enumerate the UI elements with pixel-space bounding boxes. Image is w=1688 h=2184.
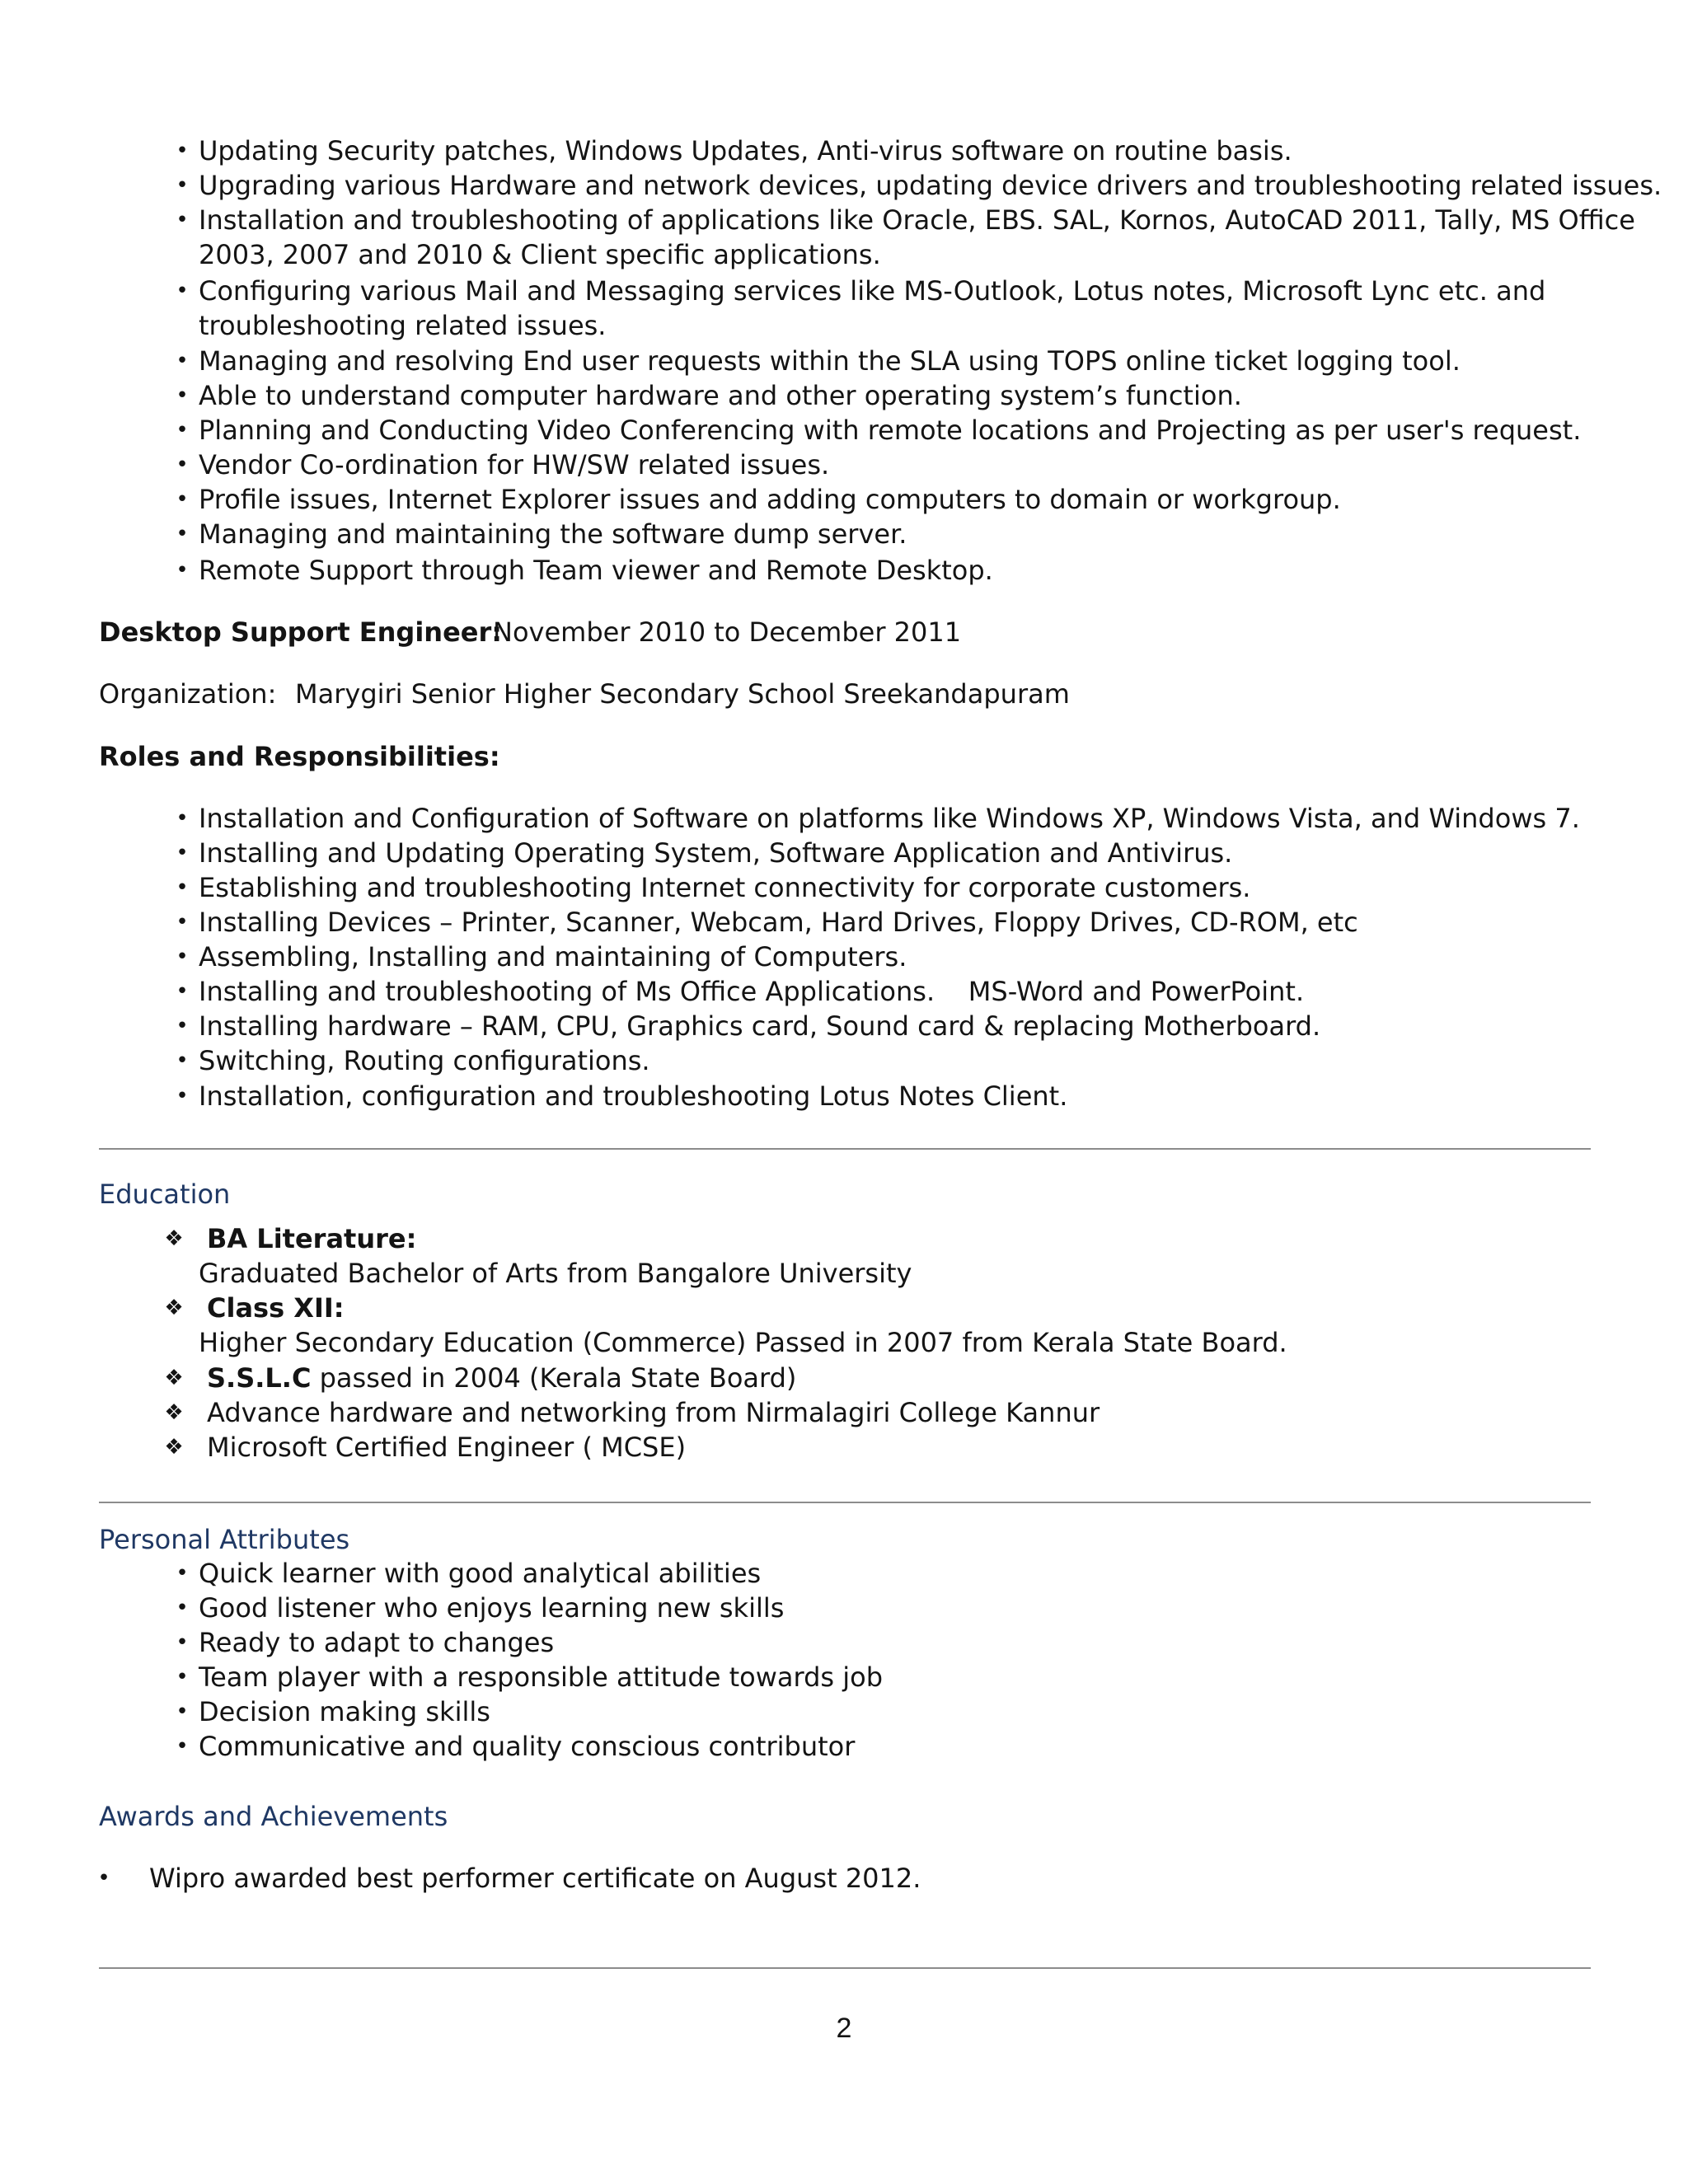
degree-description: Graduated Bachelor of Arts from Bangalore University: [199, 1258, 912, 1289]
duty-item: Vendor Co-ordination for HW/SW related issues.: [199, 449, 830, 480]
duty-item: Managing and resolving End user requests within the SLA using TOPS online ticket logging tool.: [199, 345, 1461, 377]
attribute-item: Team player with a responsible attitude towards job: [199, 1661, 883, 1693]
duty-item: Configuring various Mail and Messaging services like MS-Outlook, Lotus notes, Microsoft Lync etc. and: [199, 275, 1546, 307]
duty-item: Planning and Conducting Video Conferencing with remote locations and Projecting as per user's request.: [199, 415, 1582, 446]
bullet-icon: •: [176, 1596, 189, 1620]
duty-item-continued: 2003, 2007 and 2010 & Client specific applications.: [199, 239, 881, 270]
bullet-icon: •: [176, 806, 189, 831]
bullet-icon: •: [176, 208, 189, 232]
sslc-entry: [207, 1361, 796, 1395]
diamond-bullet-icon: ❖: [164, 1435, 184, 1460]
degree-title: BA Literature:: [207, 1223, 417, 1254]
diamond-bullet-icon: ❖: [164, 1366, 184, 1390]
diamond-bullet-icon: ❖: [164, 1400, 184, 1425]
education-item: Advance hardware and networking from Nirmalagiri College Kannur: [207, 1397, 1100, 1428]
bullet-icon: •: [176, 1630, 189, 1655]
duty-item: Updating Security patches, Windows Updates, Anti-virus software on routine basis.: [199, 135, 1292, 166]
degree-description: Higher Secondary Education (Commerce) Passed in 2007 from Kerala State Board.: [199, 1327, 1287, 1358]
award-item: Wipro awarded best performer certificate on August 2012.: [149, 1863, 921, 1894]
bullet-icon: •: [176, 979, 189, 1004]
duty-item: Able to understand computer hardware and other operating system’s function.: [199, 380, 1242, 411]
role-item: Installing and Updating Operating System, Software Application and Antivirus.: [199, 837, 1233, 869]
education-item: Microsoft Certified Engineer ( MCSE): [207, 1432, 687, 1463]
role-item: Installation, configuration and troubleshooting Lotus Notes Client.: [199, 1080, 1068, 1112]
bullet-icon: •: [176, 1014, 189, 1038]
education-heading: Education: [99, 1179, 231, 1210]
attribute-item: Communicative and quality conscious contributor: [199, 1731, 856, 1762]
role-item: Switching, Routing configurations.: [199, 1045, 650, 1076]
duty-item: Installation and troubleshooting of applications like Oracle, EBS. SAL, Kornos, AutoCAD 2011, Tally, MS Office: [199, 204, 1635, 236]
bullet-icon: •: [176, 1734, 189, 1759]
degree-title: Class XII:: [207, 1292, 345, 1324]
attribute-item: Decision making skills: [199, 1696, 490, 1727]
roles-heading: Roles and Responsibilities:: [99, 741, 500, 772]
duty-item-continued: troubleshooting related issues.: [199, 310, 607, 341]
section-divider: [99, 1148, 1591, 1150]
bullet-icon: •: [176, 418, 189, 443]
awards-heading: Awards and Achievements: [99, 1801, 448, 1832]
diamond-bullet-icon: ❖: [164, 1296, 184, 1320]
bullet-icon: •: [176, 452, 189, 477]
duty-item: Remote Support through Team viewer and Remote Desktop.: [199, 555, 993, 586]
bullet-icon: •: [176, 173, 189, 198]
bullet-icon: •: [176, 522, 189, 546]
duty-item: Profile issues, Internet Explorer issues and adding computers to domain or workgroup.: [199, 484, 1341, 515]
role-item: Installing hardware – RAM, CPU, Graphics card, Sound card & replacing Motherboard.: [199, 1010, 1321, 1042]
organization-label: Organization:: [99, 678, 277, 710]
bullet-icon: •: [176, 138, 189, 163]
bullet-icon: •: [176, 487, 189, 512]
bullet-icon: •: [176, 383, 189, 408]
attribute-item: Ready to adapt to changes: [199, 1627, 555, 1658]
job-dates: November 2010 to December 2011: [493, 616, 962, 648]
bullet-icon: •: [176, 944, 189, 969]
role-item: Installation and Configuration of Software on platforms like Windows XP, Windows Vista, and Windows 7.: [199, 803, 1580, 834]
bullet-icon: •: [176, 279, 189, 303]
attribute-item: Good listener who enjoys learning new skills: [199, 1592, 785, 1624]
duty-item: Upgrading various Hardware and network devices, updating device drivers and troubleshooting related issues.: [199, 170, 1662, 201]
sslc-detail: passed in 2004 (Kerala State Board): [311, 1362, 797, 1394]
bullet-icon: •: [176, 1699, 189, 1724]
job-title: Desktop Support Engineer:: [99, 616, 503, 648]
role-item: Assembling, Installing and maintaining of Computers.: [199, 941, 907, 972]
organization-name: Marygiri Senior Higher Secondary School Sreekandapuram: [295, 678, 1070, 710]
bullet-icon: •: [97, 1866, 110, 1891]
attribute-item: Quick learner with good analytical abilities: [199, 1558, 762, 1589]
bullet-icon: •: [176, 1665, 189, 1690]
bullet-icon: •: [176, 558, 189, 583]
diamond-bullet-icon: ❖: [164, 1226, 184, 1251]
bullet-icon: •: [176, 1048, 189, 1073]
sslc-title: S.S.L.C: [207, 1362, 312, 1394]
bullet-icon: •: [176, 910, 189, 935]
role-item: Installing Devices – Printer, Scanner, Webcam, Hard Drives, Floppy Drives, CD-ROM, etc: [199, 907, 1358, 938]
duty-item: Managing and maintaining the software dump server.: [199, 518, 907, 550]
section-divider: [99, 1502, 1591, 1503]
personal-attributes-heading: Personal Attributes: [99, 1524, 350, 1555]
role-item: Installing and troubleshooting of Ms Office Applications. MS-Word and PowerPoint.: [199, 976, 1305, 1007]
bullet-icon: •: [176, 1084, 189, 1108]
bullet-icon: •: [176, 349, 189, 373]
page-number: 2: [836, 2013, 852, 2044]
bullet-icon: •: [176, 875, 189, 900]
bullet-icon: •: [176, 1561, 189, 1586]
footer-divider: [99, 1967, 1591, 1969]
role-item: Establishing and troubleshooting Internet connectivity for corporate customers.: [199, 872, 1251, 903]
bullet-icon: •: [176, 841, 189, 865]
